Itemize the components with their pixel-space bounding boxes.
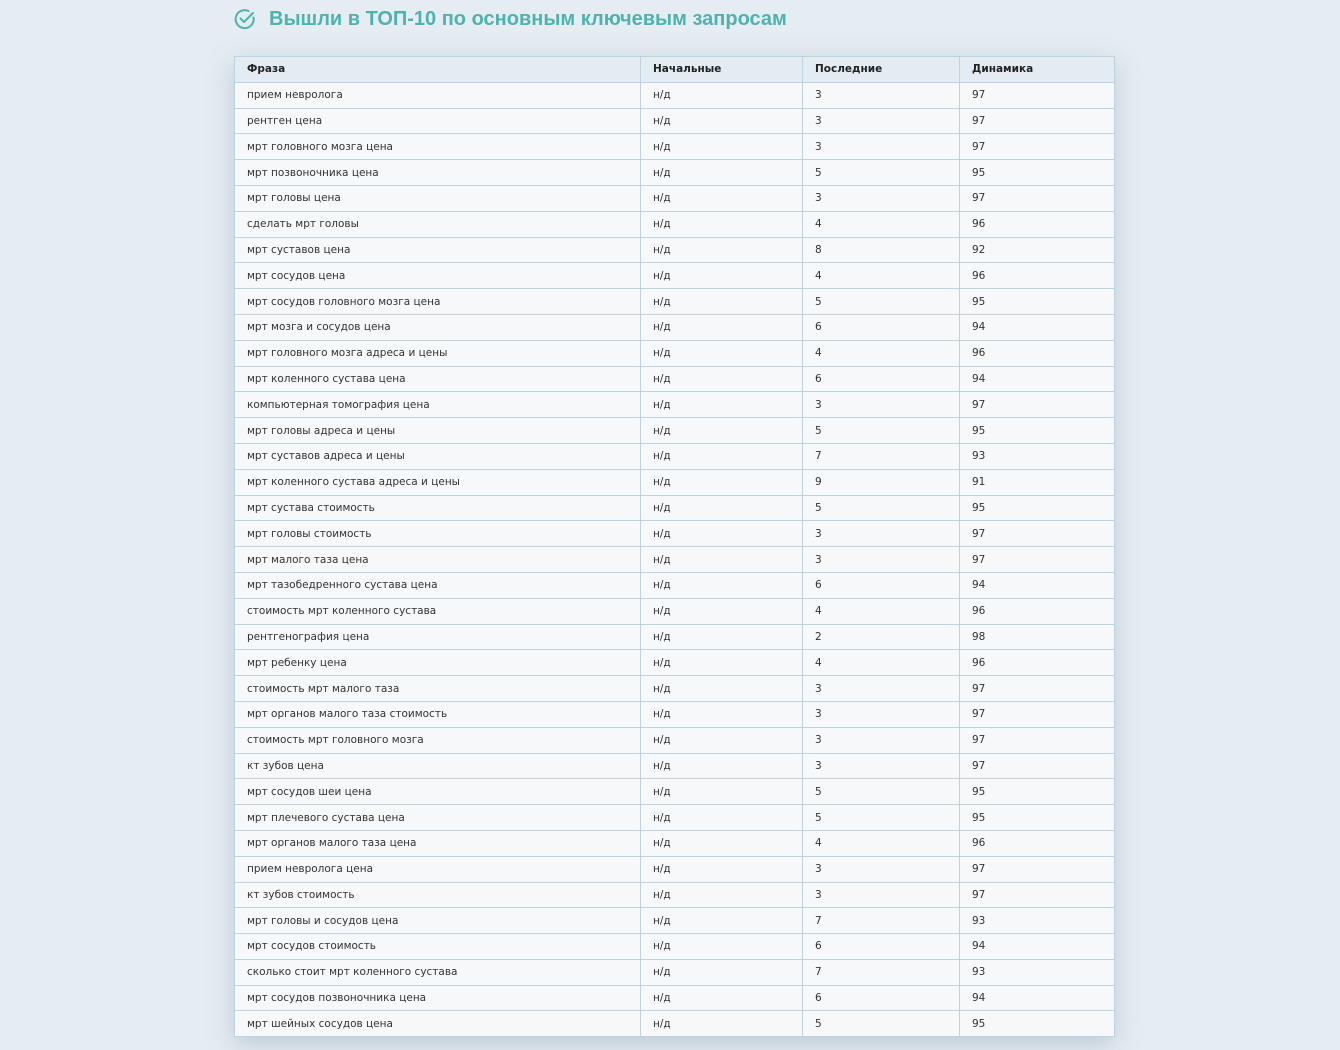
table-row <box>235 134 1115 160</box>
column-header-initial: Начальные <box>641 57 803 83</box>
cell-dynamics: 95 <box>960 1011 1115 1037</box>
table-body <box>235 82 1115 1036</box>
cell-latest: 6 <box>803 985 960 1011</box>
cell-phrase: мрт плечевого сустава цена <box>235 805 641 831</box>
cell-initial: н/д <box>641 521 803 547</box>
cell-phrase: кт зубов стоимость <box>235 882 641 908</box>
cell-latest: 3 <box>803 882 960 908</box>
cell-latest: 7 <box>803 908 960 934</box>
cell-initial: н/д <box>641 263 803 289</box>
cell-phrase: мрт головы адреса и цены <box>235 418 641 444</box>
cell-latest: 7 <box>803 959 960 985</box>
cell-latest: 3 <box>803 727 960 753</box>
cell-latest: 5 <box>803 160 960 186</box>
table-header-row <box>235 57 1115 83</box>
cell-phrase: мрт головы стоимость <box>235 521 641 547</box>
table-row <box>235 805 1115 831</box>
table-row <box>235 418 1115 444</box>
table-row <box>235 727 1115 753</box>
cell-dynamics: 96 <box>960 211 1115 237</box>
cell-latest: 3 <box>803 185 960 211</box>
cell-latest: 3 <box>803 392 960 418</box>
cell-initial: н/д <box>641 314 803 340</box>
cell-dynamics: 91 <box>960 469 1115 495</box>
cell-initial: н/д <box>641 1011 803 1037</box>
cell-initial: н/д <box>641 882 803 908</box>
cell-dynamics: 96 <box>960 598 1115 624</box>
table-row <box>235 340 1115 366</box>
cell-latest: 2 <box>803 624 960 650</box>
cell-initial: н/д <box>641 830 803 856</box>
cell-dynamics: 95 <box>960 160 1115 186</box>
cell-phrase: мрт сосудов позвоночника цена <box>235 985 641 1011</box>
cell-dynamics: 95 <box>960 495 1115 521</box>
table-row <box>235 882 1115 908</box>
cell-latest: 4 <box>803 263 960 289</box>
cell-initial: н/д <box>641 650 803 676</box>
cell-dynamics: 95 <box>960 805 1115 831</box>
cell-initial: н/д <box>641 237 803 263</box>
cell-initial: н/д <box>641 598 803 624</box>
cell-phrase: мрт головы и сосудов цена <box>235 908 641 934</box>
cell-dynamics: 94 <box>960 572 1115 598</box>
table-row <box>235 650 1115 676</box>
table-row <box>235 624 1115 650</box>
cell-latest: 5 <box>803 805 960 831</box>
cell-phrase: сколько стоит мрт коленного сустава <box>235 959 641 985</box>
cell-initial: н/д <box>641 856 803 882</box>
cell-phrase: мрт суставов цена <box>235 237 641 263</box>
cell-phrase: мрт сосудов шеи цена <box>235 779 641 805</box>
cell-initial: н/д <box>641 805 803 831</box>
table-row <box>235 830 1115 856</box>
cell-dynamics: 95 <box>960 289 1115 315</box>
cell-phrase: мрт малого таза цена <box>235 547 641 573</box>
cell-dynamics: 97 <box>960 134 1115 160</box>
cell-dynamics: 94 <box>960 314 1115 340</box>
table-row <box>235 779 1115 805</box>
cell-latest: 3 <box>803 108 960 134</box>
cell-dynamics: 97 <box>960 521 1115 547</box>
cell-phrase: мрт шейных сосудов цена <box>235 1011 641 1037</box>
column-header-latest: Последние <box>803 57 960 83</box>
cell-latest: 5 <box>803 418 960 444</box>
cell-dynamics: 93 <box>960 908 1115 934</box>
cell-phrase: рентгенография цена <box>235 624 641 650</box>
cell-initial: н/д <box>641 934 803 960</box>
cell-initial: н/д <box>641 908 803 934</box>
check-circle-icon <box>233 7 257 31</box>
cell-latest: 6 <box>803 314 960 340</box>
cell-phrase: мрт органов малого таза стоимость <box>235 701 641 727</box>
table-row <box>235 572 1115 598</box>
table-row <box>235 82 1115 108</box>
cell-initial: н/д <box>641 985 803 1011</box>
cell-phrase: мрт сустава стоимость <box>235 495 641 521</box>
cell-phrase: мрт сосудов стоимость <box>235 934 641 960</box>
table-row <box>235 160 1115 186</box>
cell-dynamics: 93 <box>960 443 1115 469</box>
cell-initial: н/д <box>641 676 803 702</box>
cell-phrase: прием невролога <box>235 82 641 108</box>
cell-initial: н/д <box>641 289 803 315</box>
cell-latest: 3 <box>803 701 960 727</box>
cell-latest: 5 <box>803 289 960 315</box>
cell-latest: 6 <box>803 572 960 598</box>
table-row <box>235 598 1115 624</box>
cell-initial: н/д <box>641 366 803 392</box>
table-row <box>235 108 1115 134</box>
cell-phrase: стоимость мрт малого таза <box>235 676 641 702</box>
cell-initial: н/д <box>641 418 803 444</box>
table-row <box>235 366 1115 392</box>
cell-latest: 6 <box>803 366 960 392</box>
cell-initial: н/д <box>641 753 803 779</box>
cell-dynamics: 94 <box>960 985 1115 1011</box>
table-row <box>235 469 1115 495</box>
cell-dynamics: 97 <box>960 185 1115 211</box>
cell-latest: 8 <box>803 237 960 263</box>
cell-dynamics: 97 <box>960 856 1115 882</box>
cell-initial: н/д <box>641 959 803 985</box>
cell-dynamics: 97 <box>960 701 1115 727</box>
keywords-table <box>234 56 1115 1037</box>
cell-latest: 4 <box>803 650 960 676</box>
cell-latest: 7 <box>803 443 960 469</box>
cell-latest: 3 <box>803 521 960 547</box>
cell-dynamics: 96 <box>960 263 1115 289</box>
cell-initial: н/д <box>641 185 803 211</box>
table-row <box>235 495 1115 521</box>
cell-initial: н/д <box>641 82 803 108</box>
table-row <box>235 753 1115 779</box>
cell-initial: н/д <box>641 701 803 727</box>
table-row <box>235 676 1115 702</box>
cell-phrase: сделать мрт головы <box>235 211 641 237</box>
cell-phrase: мрт коленного сустава адреса и цены <box>235 469 641 495</box>
cell-latest: 4 <box>803 211 960 237</box>
cell-latest: 3 <box>803 676 960 702</box>
cell-initial: н/д <box>641 443 803 469</box>
cell-latest: 4 <box>803 340 960 366</box>
cell-dynamics: 97 <box>960 676 1115 702</box>
table-row <box>235 985 1115 1011</box>
cell-phrase: рентген цена <box>235 108 641 134</box>
cell-dynamics: 92 <box>960 237 1115 263</box>
cell-initial: н/д <box>641 160 803 186</box>
cell-dynamics: 93 <box>960 959 1115 985</box>
cell-phrase: мрт сосудов цена <box>235 263 641 289</box>
table-row <box>235 908 1115 934</box>
table-row <box>235 701 1115 727</box>
cell-latest: 6 <box>803 934 960 960</box>
cell-initial: н/д <box>641 779 803 805</box>
cell-phrase: стоимость мрт головного мозга <box>235 727 641 753</box>
cell-dynamics: 95 <box>960 779 1115 805</box>
table-row <box>235 443 1115 469</box>
cell-dynamics: 97 <box>960 392 1115 418</box>
cell-phrase: мрт мозга и сосудов цена <box>235 314 641 340</box>
cell-initial: н/д <box>641 624 803 650</box>
cell-initial: н/д <box>641 469 803 495</box>
table-row <box>235 934 1115 960</box>
table-row <box>235 547 1115 573</box>
cell-initial: н/д <box>641 727 803 753</box>
cell-initial: н/д <box>641 392 803 418</box>
cell-latest: 5 <box>803 779 960 805</box>
cell-phrase: прием невролога цена <box>235 856 641 882</box>
cell-phrase: стоимость мрт коленного сустава <box>235 598 641 624</box>
cell-latest: 5 <box>803 1011 960 1037</box>
cell-phrase: мрт суставов адреса и цены <box>235 443 641 469</box>
cell-initial: н/д <box>641 211 803 237</box>
table-row <box>235 211 1115 237</box>
cell-latest: 9 <box>803 469 960 495</box>
cell-latest: 3 <box>803 82 960 108</box>
cell-dynamics: 96 <box>960 340 1115 366</box>
cell-dynamics: 95 <box>960 418 1115 444</box>
cell-phrase: мрт коленного сустава цена <box>235 366 641 392</box>
cell-dynamics: 97 <box>960 727 1115 753</box>
cell-phrase: мрт органов малого таза цена <box>235 830 641 856</box>
cell-phrase: компьютерная томография цена <box>235 392 641 418</box>
cell-dynamics: 94 <box>960 934 1115 960</box>
table-row <box>235 1011 1115 1037</box>
cell-phrase: мрт головного мозга цена <box>235 134 641 160</box>
cell-dynamics: 97 <box>960 753 1115 779</box>
table-row <box>235 237 1115 263</box>
cell-initial: н/д <box>641 495 803 521</box>
cell-dynamics: 98 <box>960 624 1115 650</box>
cell-initial: н/д <box>641 134 803 160</box>
column-header-phrase: Фраза <box>235 57 641 83</box>
cell-initial: н/д <box>641 108 803 134</box>
cell-latest: 3 <box>803 856 960 882</box>
cell-dynamics: 97 <box>960 882 1115 908</box>
cell-latest: 3 <box>803 753 960 779</box>
cell-initial: н/д <box>641 340 803 366</box>
keywords-table-container <box>234 56 1114 1037</box>
cell-dynamics: 97 <box>960 82 1115 108</box>
cell-initial: н/д <box>641 547 803 573</box>
cell-initial: н/д <box>641 572 803 598</box>
table-row <box>235 314 1115 340</box>
cell-latest: 3 <box>803 134 960 160</box>
cell-latest: 4 <box>803 598 960 624</box>
cell-latest: 4 <box>803 830 960 856</box>
table-row <box>235 263 1115 289</box>
page-title: Вышли в ТОП-10 по основным ключевым запросам <box>269 7 787 30</box>
section-title <box>233 4 787 34</box>
cell-dynamics: 96 <box>960 650 1115 676</box>
cell-dynamics: 94 <box>960 366 1115 392</box>
table-row <box>235 856 1115 882</box>
cell-phrase: мрт головного мозга адреса и цены <box>235 340 641 366</box>
table-row <box>235 392 1115 418</box>
cell-phrase: мрт сосудов головного мозга цена <box>235 289 641 315</box>
cell-phrase: кт зубов цена <box>235 753 641 779</box>
cell-dynamics: 97 <box>960 547 1115 573</box>
cell-latest: 5 <box>803 495 960 521</box>
table-row <box>235 521 1115 547</box>
cell-dynamics: 97 <box>960 108 1115 134</box>
cell-latest: 3 <box>803 547 960 573</box>
table-row <box>235 185 1115 211</box>
cell-phrase: мрт тазобедренного сустава цена <box>235 572 641 598</box>
table-row <box>235 959 1115 985</box>
column-header-dynamics: Динамика <box>960 57 1115 83</box>
cell-phrase: мрт ребенку цена <box>235 650 641 676</box>
table-row <box>235 289 1115 315</box>
cell-phrase: мрт головы цена <box>235 185 641 211</box>
cell-phrase: мрт позвоночника цена <box>235 160 641 186</box>
cell-dynamics: 96 <box>960 830 1115 856</box>
